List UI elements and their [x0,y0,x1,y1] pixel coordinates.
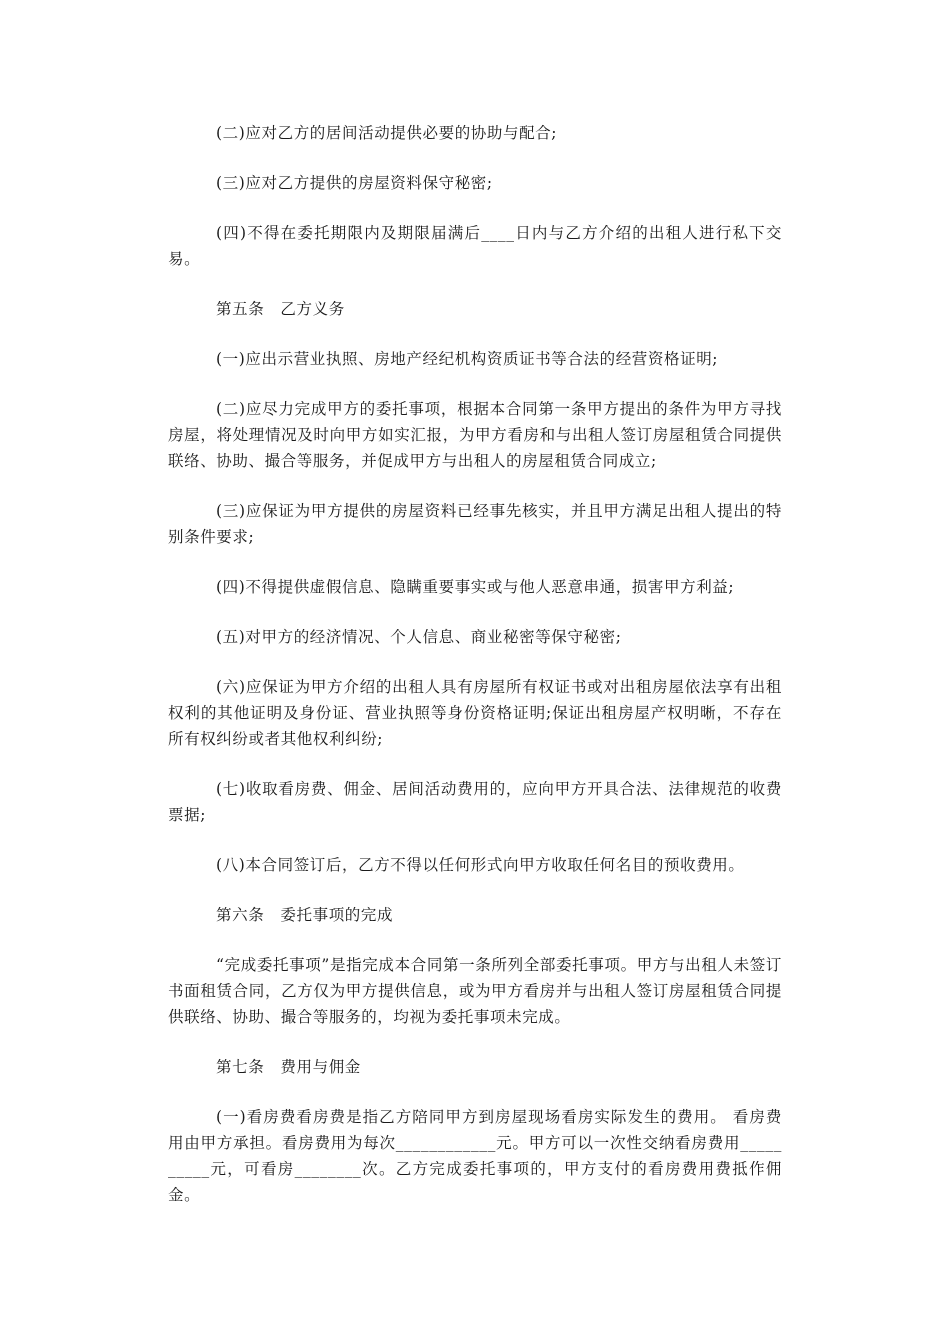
document-page [168,120,782,1232]
article-heading: 第五条 乙方义务 [216,300,345,318]
clause-paragraph: (六)应保证为甲方介绍的出租人具有房屋所有权证书或对出租房屋依法享有出租权利的其他证明及身份证、营业执照等身份资格证明;保证出租房屋产权明晰，不存在所有权纠纷或者其他权利纠纷; [168,678,782,748]
clause-paragraph: (一)应出示营业执照、房地产经纪机构资质证书等合法的经营资格证明; [216,350,719,368]
clause-paragraph: (四)不得提供虚假信息、隐瞒重要事实或与他人恶意串通，损害甲方利益; [216,578,735,596]
clause-paragraph: (三)应保证为甲方提供的房屋资料已经事先核实，并且甲方满足出租人提出的特别条件要求; [168,502,782,546]
clause-paragraph: (四)不得在委托期限内及期限届满后____日内与乙方介绍的出租人进行私下交易。 [168,224,782,268]
clause-paragraph: (二)应尽力完成甲方的委托事项，根据本合同第一条甲方提出的条件为甲方寻找房屋，将处理情况及时向甲方如实汇报，为甲方看房和与出租人签订房屋租赁合同提供联络、协助、撮合等服务，并促成甲方与出租人的房屋租赁合同成立; [168,400,782,470]
clause-paragraph: (七)收取看房费、佣金、居间活动费用的，应向甲方开具合法、法律规范的收费票据; [168,780,782,824]
article-heading: 第六条 委托事项的完成 [216,906,394,924]
article-heading: 第七条 费用与佣金 [216,1058,361,1076]
clause-paragraph: (五)对甲方的经济情况、个人信息、商业秘密等保守秘密; [216,628,622,646]
clause-paragraph: (三)应对乙方提供的房屋资料保守秘密; [216,174,493,192]
clause-paragraph: “完成委托事项”是指完成本合同第一条所列全部委托事项。甲方与出租人未签订书面租赁合同，乙方仅为甲方提供信息，或为甲方看房并与出租人签订房屋租赁合同提供联络、协助、撮合等服务的，均视为委托事项未完成。 [168,956,782,1026]
clause-paragraph: (二)应对乙方的居间活动提供必要的协助与配合; [216,124,558,142]
clause-paragraph: (一)看房费看房费是指乙方陪同甲方到房屋现场看房实际发生的费用。 看房费用由甲方承担。看房费用为每次____________元。甲方可以一次性交纳看房费用__________元，可看房________次。乙方完成委托事项的，甲方支付的看房费用费抵作佣金。 [168,1108,782,1204]
clause-paragraph: (八)本合同签订后，乙方不得以任何形式向甲方收取任何名目的预收费用。 [216,856,745,874]
